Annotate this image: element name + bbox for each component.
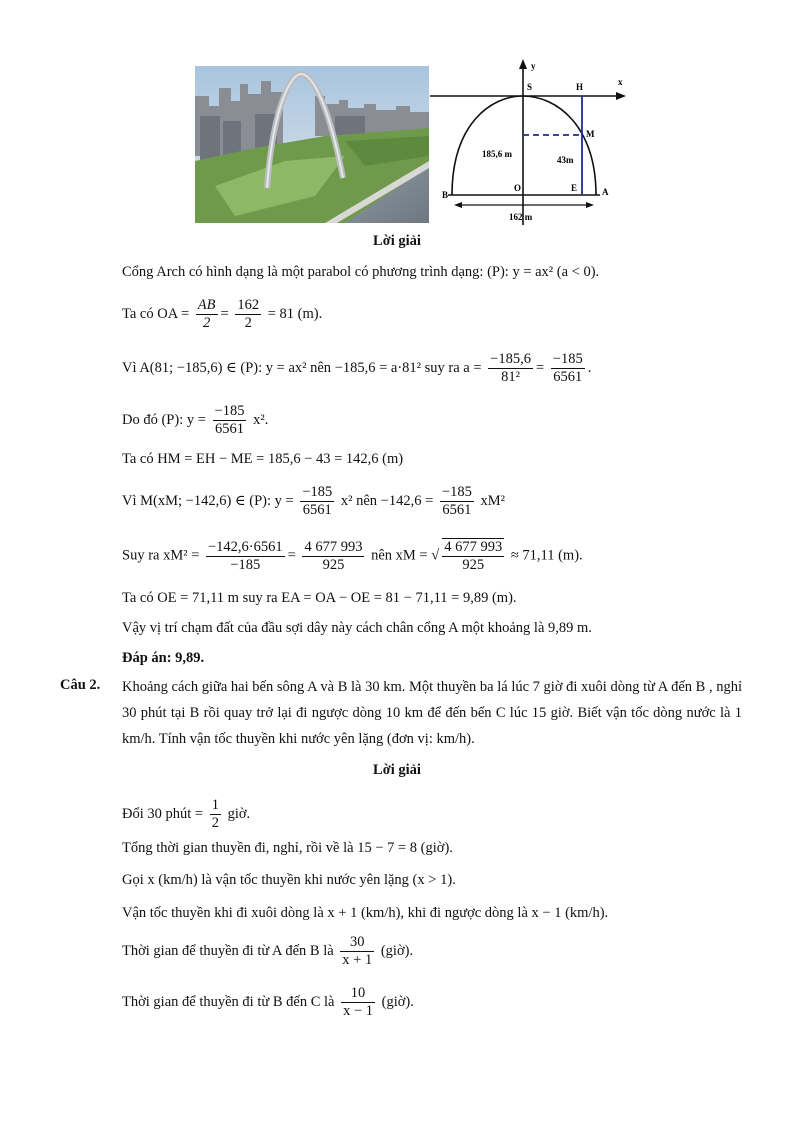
- sol2-l1-suffix: giờ.: [227, 805, 251, 822]
- sqrt-xm: √ $\frac{4 677 993}{925}$: [431, 539, 503, 573]
- sol1-l2-suffix: = 81 (m).: [267, 305, 323, 322]
- sol2-line-4: Vận tốc thuyền khi đi xuôi dòng là x + 1 (km/h), khi đi ngược dòng là x − 1 (km/h).: [122, 905, 609, 921]
- sol2-line-1: [122, 797, 250, 832]
- sol1-l7-mid: nên xM =: [371, 547, 428, 564]
- arch-photo-illustration: [195, 66, 429, 223]
- solution-1-heading: Lời giải: [373, 233, 421, 249]
- frac-m-2: $\frac{-185}{6561}$: [441, 484, 472, 518]
- sol1-line-8: Ta có OE = 71,11 m suy ra EA = OA − OE = 81 − 71,11 = 9,89 (m).: [122, 590, 517, 606]
- frac-a-1: $\frac{-185,6}{\text{81²}}$: [490, 351, 531, 385]
- width-arrow-left: [454, 202, 462, 208]
- sol1-l6-prefix: Vì M(xM; −142,6) ∈ (P): y =: [122, 492, 294, 509]
- height-label: 185,6 m: [482, 149, 512, 159]
- sol1-line-9: Vậy vị trí chạm đất của đầu sợi dây này cách chân cổng A một khoảng là 9,89 m.: [122, 620, 592, 636]
- label-a: A: [602, 187, 609, 197]
- sol1-l6-suffix: xM²: [480, 492, 505, 509]
- sol2-line-3: Gọi x (km/h) là vận tốc thuyền khi nước yên lặng (x > 1).: [122, 872, 456, 888]
- sol2-l6-suffix: (giờ).: [381, 993, 414, 1010]
- sol2-line-5: [122, 934, 413, 969]
- frac-30: $\frac{30}{x + 1}$: [342, 934, 373, 968]
- width-arrow-right: [586, 202, 594, 208]
- label-x: x: [618, 77, 623, 87]
- frac-xm-1: $\frac{-142,6\cdot 6561}{-185}$: [208, 538, 283, 573]
- answer-1: Đáp án: 9,89.: [122, 650, 205, 666]
- label-o: O: [514, 183, 522, 193]
- arch-photo: [195, 66, 429, 223]
- sol2-l5-suffix: (giờ).: [380, 942, 414, 959]
- sol1-l2-prefix: Ta có OA =: [122, 305, 190, 322]
- sol1-l4-prefix: Do đó (P): y =: [122, 411, 206, 428]
- em-label: 43m: [557, 155, 574, 165]
- frac-162-2: $\frac{162}{2}$: [237, 297, 260, 331]
- sol1-line-6: [122, 484, 505, 519]
- sol1-line-4: [122, 403, 268, 438]
- sol2-l6-prefix: Thời gian để thuyền đi từ B đến C là: [122, 993, 335, 1010]
- label-m: M: [586, 129, 595, 139]
- sol1-l7-suffix: ≈ 71,11 (m).: [510, 547, 583, 564]
- sol1-l6-mid: x² nên −142,6 =: [340, 492, 434, 509]
- frac-10: $\frac{10}{x - 1}$: [343, 985, 374, 1019]
- sol1-l7-prefix: Suy ra xM² =: [122, 547, 200, 564]
- sol2-line-2: Tổng thời gian thuyền đi, nghỉ, rồi về là 15 − 7 = 8 (giờ).: [122, 840, 453, 856]
- frac-xm-2: $\frac{4 677 993}{925}$: [304, 538, 363, 573]
- parabola-diagram: [430, 55, 630, 227]
- x-axis-arrow: [616, 92, 626, 100]
- label-b: B: [442, 190, 449, 200]
- sol2-l5-prefix: Thời gian để thuyền đi từ A đến B là: [122, 942, 334, 959]
- parabola-diagram-svg: [430, 55, 630, 227]
- sol1-l4-suffix: x².: [253, 411, 269, 428]
- sol1-line-5: Ta có HM = EH − ME = 185,6 − 43 = 142,6 (m): [122, 451, 404, 467]
- label-y: y: [531, 61, 536, 71]
- sol1-line-1: Cổng Arch có hình dạng là một parabol có phương trình dạng: (P): y = ax² (a < 0).: [122, 264, 600, 280]
- frac-m-1: $\frac{-185}{6561}$: [302, 484, 333, 518]
- question-2-text: Khoảng cách giữa hai bến sông A và B là 30 km. Một thuyền ba lá lúc 7 giờ đi xuôi dòng từ A đến B , nghỉ 30 phút tại B rồi quay trở lại đi ngược dòng 10 km để đến bến C lúc 15 giờ. Biết vận tốc dòng nước là 1 km/h. Tính vận tốc thuyền khi nước yên lặng (đơn vị: km/h).: [122, 679, 742, 747]
- y-axis-arrow: [519, 59, 527, 69]
- frac-a-2: $\frac{-185}{6561}$: [552, 351, 583, 385]
- sol1-l3-prefix: Vì A(81; −185,6) ∈ (P): y = ax² nên −185,6 = a·81² suy ra a =: [122, 359, 482, 376]
- frac-half: $\frac{1}{2}$: [211, 797, 219, 831]
- width-label: 162 m: [509, 212, 533, 222]
- solution-2-heading: Lời giải: [373, 762, 421, 778]
- sol2-l1-prefix: Đổi 30 phút =: [122, 805, 204, 822]
- label-e: E: [571, 183, 578, 193]
- sol1-line-7: Suy ra xM² = $\frac{-142,6\cdot 6561}{-185}$ = $\frac{4 677 993}{925}$ nên xM = √ $\frac{4 677 993}{925}$ ≈ 71,11 (m).: [122, 538, 583, 573]
- sol1-line-3: Vì A(81; −185,6) ∈ (P): y = ax² nên −185,6 = a·81² suy ra a = $\frac{-185,6}{\text{81²}}$ = $\frac{-185}{6561}$ .: [122, 351, 592, 385]
- label-h: H: [576, 82, 584, 92]
- label-s: S: [527, 82, 533, 92]
- question-2-label: Câu 2.: [60, 677, 101, 693]
- sol1-line-2: Ta có OA = $\frac{AB}{2}$ = $\frac{162}{2}$ = 81 (m).: [122, 297, 323, 331]
- parabola-curve: [452, 96, 596, 195]
- frac-ab-2: $\frac{AB}{2}$: [197, 297, 216, 331]
- frac-p: $\frac{-185}{6561}$: [214, 403, 245, 437]
- sol2-line-6: [122, 985, 414, 1020]
